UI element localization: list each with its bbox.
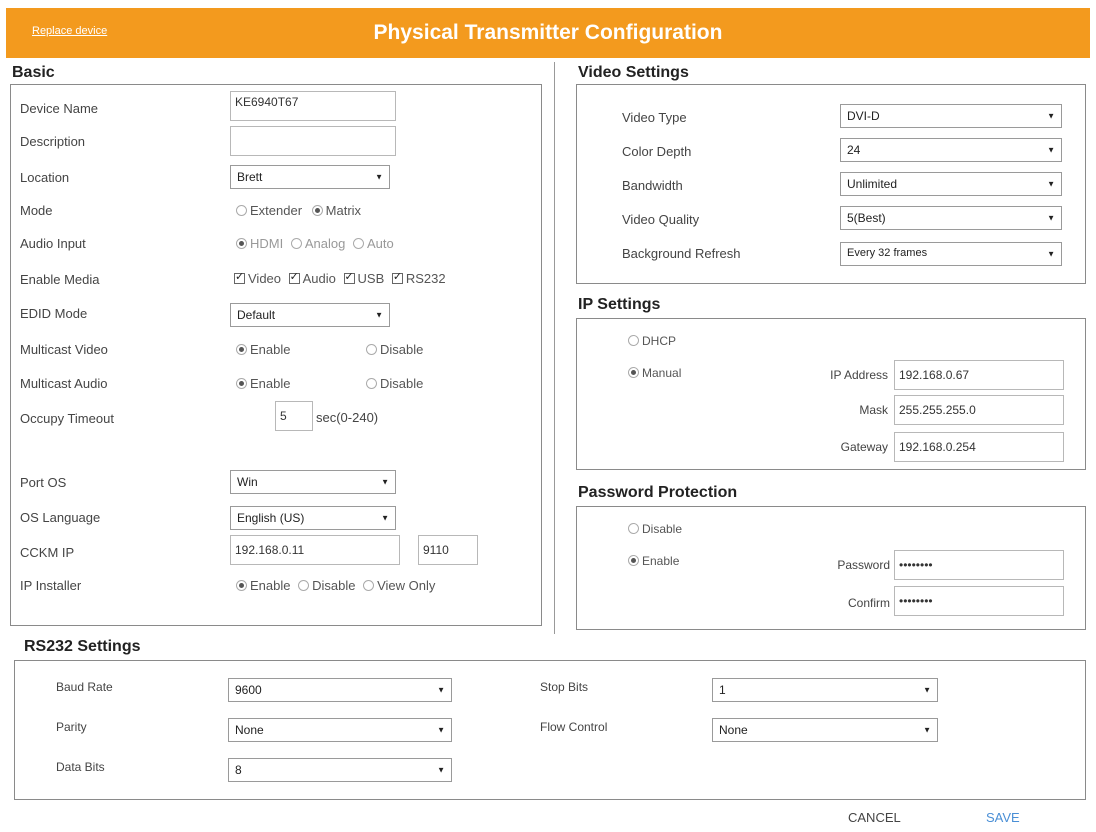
chevron-down-icon: ▼ [437, 685, 445, 695]
chevron-down-icon: ▼ [437, 765, 445, 775]
occupy-timeout-input[interactable]: 5 [275, 401, 313, 431]
basic-section-title: Basic [12, 64, 55, 81]
port-os-select[interactable]: Win ▼ [230, 470, 396, 494]
device-name-input[interactable]: KE6940T67 [230, 91, 396, 121]
save-button[interactable]: SAVE [986, 810, 1020, 825]
chevron-down-icon: ▼ [381, 477, 389, 487]
stop-bits-select[interactable]: 1 ▼ [712, 678, 938, 702]
mode-matrix-radio[interactable]: Matrix [312, 203, 361, 218]
chevron-down-icon: ▼ [375, 310, 383, 320]
enable-media-label: Enable Media [20, 272, 100, 287]
chevron-down-icon: ▼ [375, 172, 383, 182]
chevron-down-icon: ▼ [1047, 111, 1055, 121]
bandwidth-label: Bandwidth [622, 178, 683, 193]
baud-rate-label: Baud Rate [56, 680, 113, 694]
media-audio-checkbox[interactable]: ✓ Audio [289, 271, 336, 286]
ip-settings-title: IP Settings [578, 296, 661, 313]
edid-mode-label: EDID Mode [20, 306, 88, 321]
ip-installer-enable-radio[interactable]: Enable [236, 578, 290, 593]
multicast-video-enable-radio[interactable]: Enable [236, 342, 290, 357]
confirm-label: Confirm [847, 596, 890, 610]
multicast-video-disable-radio[interactable]: Disable [366, 342, 423, 357]
os-language-select[interactable]: English (US) ▼ [230, 506, 396, 530]
color-depth-label: Color Depth [622, 144, 692, 159]
ip-installer-options [236, 578, 435, 593]
description-input[interactable] [230, 126, 396, 156]
parity-select[interactable]: None ▼ [228, 718, 452, 742]
password-label: Password [837, 558, 890, 572]
mask-label: Mask [859, 403, 888, 417]
chevron-down-icon: ▼ [1047, 213, 1055, 223]
background-refresh-label: Background Refresh [622, 246, 741, 261]
mode-options [236, 203, 361, 218]
replace-device-link[interactable]: Replace device [32, 25, 108, 37]
mode-label: Mode [20, 203, 53, 218]
video-type-label: Video Type [622, 110, 687, 125]
chevron-down-icon: ▼ [1047, 249, 1055, 259]
multicast-audio-disable-radio[interactable]: Disable [366, 376, 423, 391]
data-bits-select[interactable]: 8 ▼ [228, 758, 452, 782]
edid-mode-select[interactable]: Default ▼ [230, 303, 390, 327]
description-label: Description [20, 134, 86, 149]
video-quality-select[interactable]: 5(Best) ▼ [840, 206, 1062, 230]
stop-bits-label: Stop Bits [540, 680, 589, 694]
rs232-settings-title: RS232 Settings [24, 638, 141, 655]
ip-installer-label: IP Installer [20, 578, 82, 593]
location-select[interactable]: Brett ▼ [230, 165, 390, 189]
chevron-down-icon: ▼ [1047, 145, 1055, 155]
bandwidth-select[interactable]: Unlimited ▼ [840, 172, 1062, 196]
ip-address-label: IP Address [830, 368, 888, 382]
ip-installer-disable-radio[interactable]: Disable [298, 578, 355, 593]
flow-control-select[interactable]: None ▼ [712, 718, 938, 742]
password-protection-title: Password Protection [578, 484, 738, 501]
audio-input-options [236, 236, 394, 251]
mode-extender-radio[interactable]: Extender [236, 203, 302, 218]
baud-rate-select[interactable]: 9600 ▼ [228, 678, 452, 702]
color-depth-select[interactable]: 24 ▼ [840, 138, 1062, 162]
port-os-label: Port OS [20, 475, 67, 490]
column-divider [554, 62, 555, 634]
flow-control-label: Flow Control [540, 720, 608, 734]
gateway-label: Gateway [840, 440, 888, 454]
os-language-label: OS Language [20, 510, 101, 525]
enable-media-options [234, 271, 446, 286]
ip-dhcp-radio[interactable]: DHCP [628, 334, 676, 348]
password-input[interactable]: •••••••• [894, 550, 1064, 580]
ip-installer-viewonly-radio[interactable]: View Only [363, 578, 435, 593]
audio-auto-radio[interactable]: Auto [353, 236, 394, 251]
cancel-button[interactable]: CANCEL [848, 810, 901, 825]
media-usb-checkbox[interactable]: ✓ USB [344, 271, 385, 286]
chevron-down-icon: ▼ [381, 513, 389, 523]
audio-hdmi-radio[interactable]: HDMI [236, 236, 283, 251]
ip-manual-radio[interactable]: Manual [628, 366, 681, 380]
occupy-timeout-unit: sec(0-240) [316, 410, 379, 425]
parity-label: Parity [56, 720, 87, 734]
cckm-ip-input[interactable]: 192.168.0.11 [230, 535, 400, 565]
ip-address-input[interactable]: 192.168.0.67 [894, 360, 1064, 390]
mask-input[interactable]: 255.255.255.0 [894, 395, 1064, 425]
media-video-checkbox[interactable]: ✓ Video [234, 271, 281, 286]
chevron-down-icon: ▼ [923, 685, 931, 695]
password-enable-radio[interactable]: Enable [628, 554, 679, 568]
confirm-input[interactable]: •••••••• [894, 586, 1064, 616]
cckm-ip-label: CCKM IP [20, 545, 75, 560]
title-bar [6, 8, 1090, 58]
chevron-down-icon: ▼ [437, 725, 445, 735]
multicast-video-label: Multicast Video [20, 342, 108, 357]
occupy-timeout-label: Occupy Timeout [20, 411, 114, 426]
password-disable-radio[interactable]: Disable [628, 522, 682, 536]
chevron-down-icon: ▼ [1047, 179, 1055, 189]
data-bits-label: Data Bits [56, 760, 105, 774]
audio-input-label: Audio Input [20, 236, 86, 251]
chevron-down-icon: ▼ [923, 725, 931, 735]
media-rs232-checkbox[interactable]: ✓ RS232 [392, 271, 446, 286]
multicast-audio-label: Multicast Audio [20, 376, 108, 391]
page-title: Physical Transmitter Configuration [373, 21, 723, 44]
cckm-port-input[interactable]: 9110 [418, 535, 478, 565]
gateway-input[interactable]: 192.168.0.254 [894, 432, 1064, 462]
video-type-select[interactable]: DVI-D ▼ [840, 104, 1062, 128]
device-name-label: Device Name [20, 101, 99, 116]
audio-analog-radio[interactable]: Analog [291, 236, 345, 251]
multicast-audio-enable-radio[interactable]: Enable [236, 376, 290, 391]
video-settings-title: Video Settings [578, 64, 689, 81]
video-quality-label: Video Quality [622, 212, 700, 227]
background-refresh-select[interactable]: Every 32 frames ▼ [840, 242, 1062, 266]
location-label: Location [20, 170, 70, 185]
